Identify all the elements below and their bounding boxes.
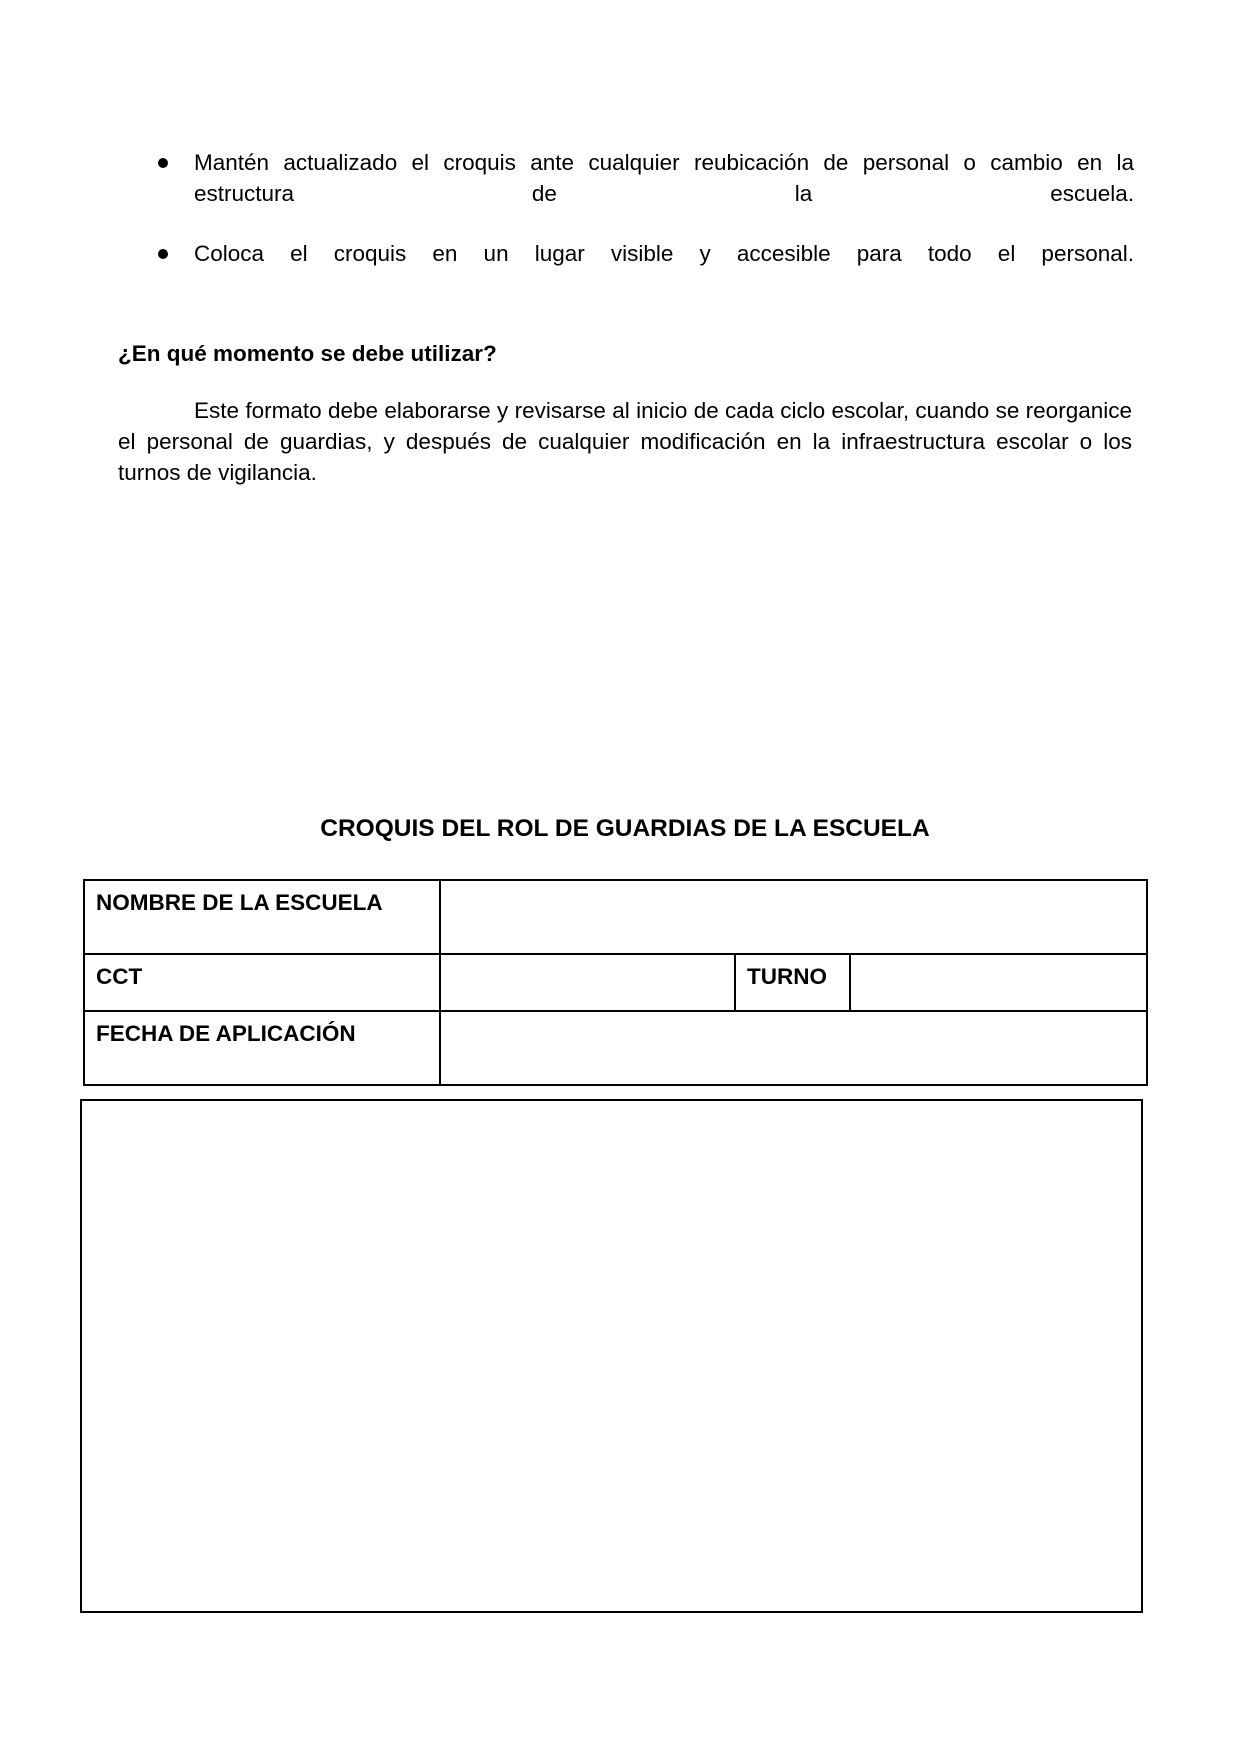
table-row (84, 1011, 1147, 1085)
table-row (84, 954, 1147, 1011)
cct-label: CCT (84, 954, 440, 1011)
usage-paragraph: Este formato debe elaborarse y revisarse al inicio de cada ciclo escolar, cuando se reorganice el personal de guardias, y después de cualquier modificación en la infraestructura escolar o los turnos de vigilancia. (118, 398, 1132, 485)
cct-field[interactable] (440, 954, 735, 1011)
table-row (84, 880, 1147, 954)
shift-field[interactable] (850, 954, 1147, 1011)
bullet-text: Coloca el croquis en un lugar visible y accesible para todo el personal. (194, 241, 1134, 266)
shift-label: TURNO (735, 954, 850, 1011)
date-label: FECHA DE APLICACIÓN (84, 1011, 440, 1085)
sketch-drawing-area[interactable] (80, 1099, 1143, 1613)
school-name-field[interactable] (440, 880, 1147, 954)
date-field[interactable] (440, 1011, 1147, 1085)
instruction-bullet-list (150, 147, 1134, 269)
bullet-item (150, 238, 1134, 269)
bullet-text: Mantén actualizado el croquis ante cualquier reubicación de personal o cambio en la estructura de la escuela. (194, 150, 1134, 206)
section-heading: ¿En qué momento se debe utilizar? (118, 341, 497, 366)
bullet-dot-icon (158, 158, 168, 168)
bullet-item (150, 147, 1134, 209)
school-info-table (83, 879, 1148, 1086)
bullet-dot-icon (158, 249, 168, 259)
school-name-label: NOMBRE DE LA ESCUELA (84, 880, 440, 954)
form-title: CROQUIS DEL ROL DE GUARDIAS DE LA ESCUELA (320, 815, 930, 842)
